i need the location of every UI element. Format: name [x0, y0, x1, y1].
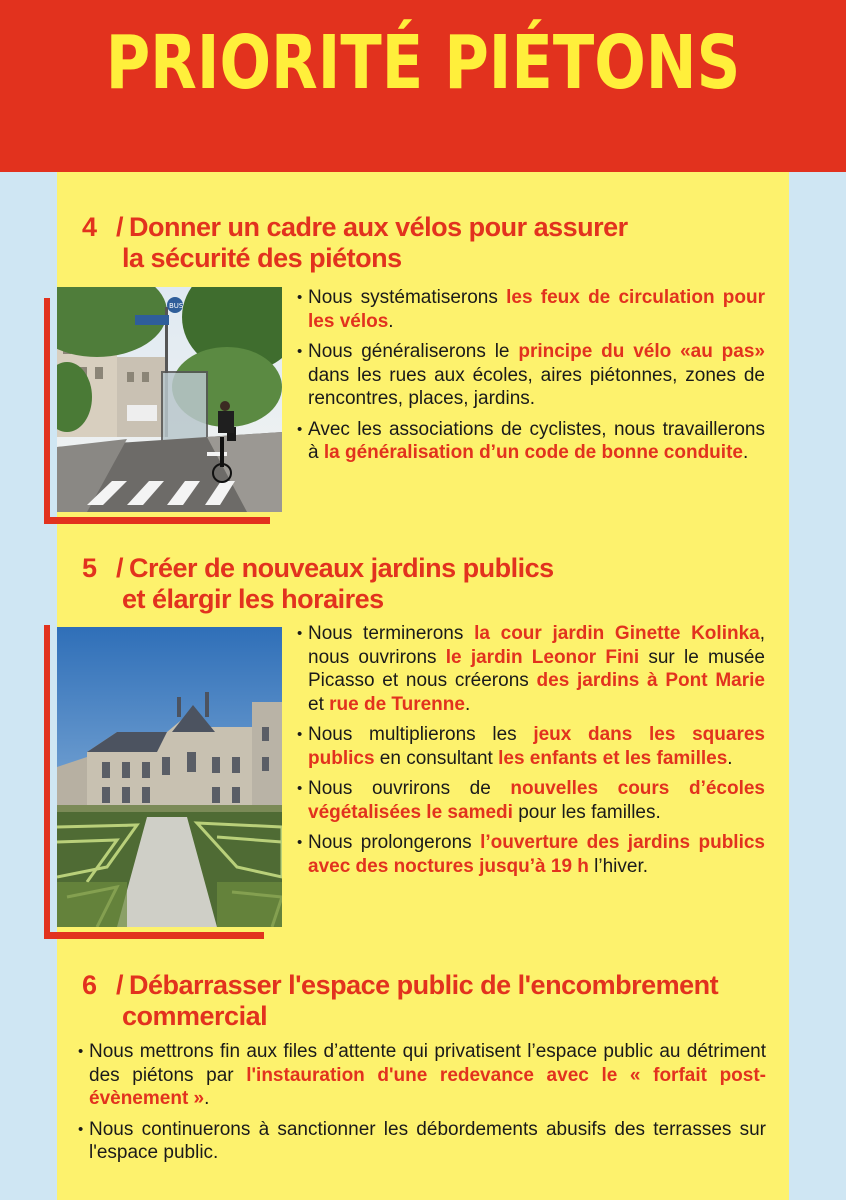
bike-lane-illustration: [57, 287, 282, 512]
section-5-bullets: [297, 622, 765, 885]
section-4-bullet: • Nous généraliserons le principe du vélo «au pas» dans les rues aux écoles, aires piétonnes, zones de rencontres, places, jardins.: [297, 340, 765, 411]
section-5-bullet: • Nous terminerons la cour jardin Ginette Kolinka, nous ouvrirons le jardin Leonor Fini sur le musée Picasso et nous créerons des jardins à Pont Marie et rue de Turenne.: [297, 622, 765, 716]
section-5-title-line1: Créer de nouveaux jardins publics: [129, 553, 554, 583]
section-4-title: 4 / Donner un cadre aux vélos pour assurer la sécurité des piétons: [82, 212, 782, 274]
section-5-bullet: • Nous multiplierons les jeux dans les squares publics en consultant les enfants et les familles.: [297, 723, 765, 770]
garden-illustration: [57, 627, 282, 927]
section-6-bullets: [78, 1040, 766, 1172]
section-5-bullet: • Nous ouvrirons de nouvelles cours d’écoles végétalisées le samedi pour les familles.: [297, 777, 765, 824]
section-4-title-line2: la sécurité des piétons: [122, 243, 402, 273]
section-4-bullets: [297, 286, 765, 472]
section-6-bullet: • Nous continuerons à sanctionner les débordements abusifs des terrasses sur l'espace public.: [78, 1118, 766, 1165]
section-6-bullet: • Nous mettrons fin aux files d’attente qui privatisent l’espace public au détriment des piétons par l'instauration d'une redevance avec le « forfait post-évènement ».: [78, 1040, 766, 1111]
section-4-bullet: • Avec les associations de cyclistes, nous travaillerons à la généralisation d’un code de bonne conduite.: [297, 418, 765, 465]
photo-garden: [57, 627, 282, 927]
section-4-number: 4: [82, 212, 97, 242]
section-4-accent-vertical: [44, 298, 50, 524]
section-5-title-line2: et élargir les horaires: [122, 584, 384, 614]
section-4-title-line1: Donner un cadre aux vélos pour assurer: [129, 212, 628, 242]
section-4-accent-horizontal: [44, 517, 270, 524]
page-title: PRIORITÉ PIÉTONS: [105, 20, 741, 106]
section-5-number: 5: [82, 553, 97, 583]
section-6-number: 6: [82, 970, 97, 1000]
section-4-bullet: • Nous systématiserons les feux de circulation pour les vélos.: [297, 286, 765, 333]
section-6-title-line1: Débarrasser l'espace public de l'encombrement: [129, 970, 719, 1000]
bus-sign-text: BUS: [169, 302, 184, 310]
section-6-title-line2: commercial: [122, 1001, 268, 1031]
section-6-title: 6 / Débarrasser l'espace public de l'encombrement commercial: [82, 970, 782, 1032]
section-5-bullet: • Nous prolongerons l’ouverture des jardins publics avec des noctures jusqu’à 19 h l’hiver.: [297, 831, 765, 878]
photo-bike-lane: [57, 287, 282, 512]
header-banner: [0, 0, 846, 172]
section-5-accent-horizontal: [44, 932, 264, 939]
section-5-title: 5 / Créer de nouveaux jardins publics et élargir les horaires: [82, 553, 782, 615]
section-5-accent-vertical: [44, 625, 50, 939]
